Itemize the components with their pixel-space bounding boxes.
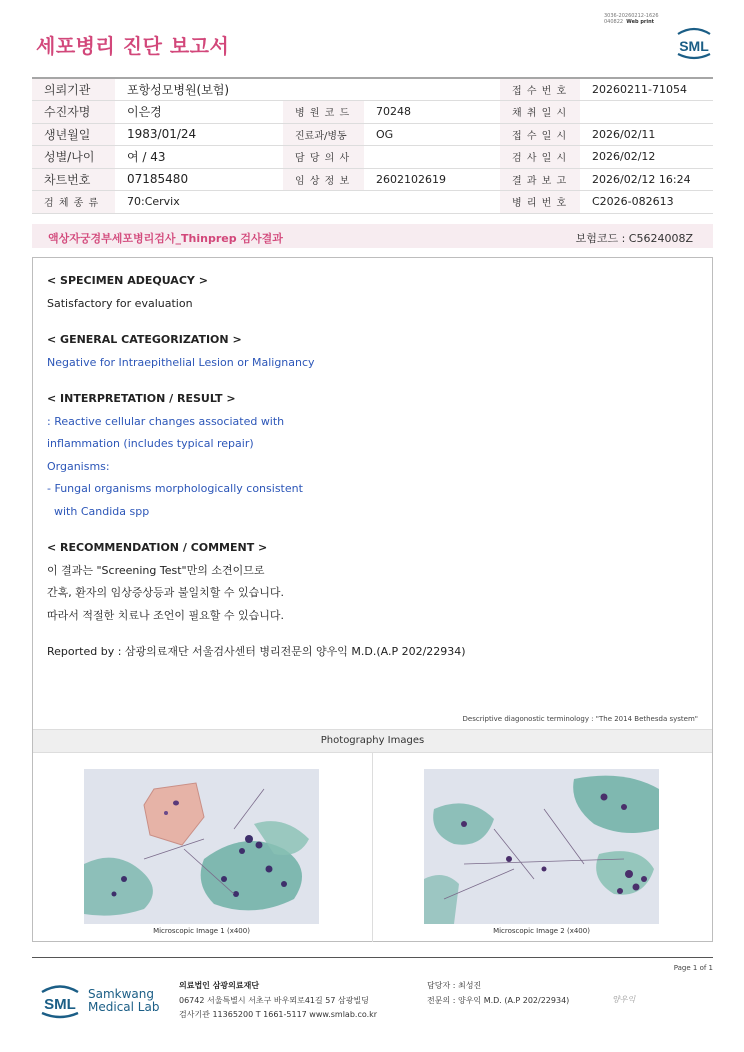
document-id: 3036-20260212-1626	[604, 13, 659, 19]
page-number: Page 1 of 1	[673, 964, 713, 972]
empty-cell	[364, 78, 500, 101]
value-department: OG	[364, 123, 500, 146]
insurance-code: 보험코드 : C5624008Z	[575, 232, 693, 245]
info-row	[32, 191, 713, 214]
value-specimen-type: 70:Cervix	[115, 191, 283, 214]
value-hospital-code: 70248	[364, 101, 500, 124]
photography-header: Photography Images	[33, 729, 712, 753]
svg-text:SML: SML	[679, 38, 709, 54]
interpretation-line: inflammation (includes typical repair)	[47, 437, 254, 450]
label-department: 진료과/병동	[283, 123, 364, 146]
patient-info-table	[32, 77, 713, 214]
label-birth-date: 생년월일	[32, 123, 115, 146]
document-code: 040822	[604, 19, 624, 25]
footer-responsible	[427, 979, 569, 1008]
microscopic-image-2	[424, 769, 659, 924]
label-pathology-number: 병 리 번 호	[500, 191, 580, 214]
microscopic-image-1	[84, 769, 319, 924]
organization-address: 06742 서울특별시 서초구 바우뫼로41길 57 삼광빌딩	[179, 995, 369, 1005]
recommendation-heading: < RECOMMENDATION / COMMENT >	[47, 541, 268, 554]
brand-line-2: Medical Lab	[88, 1000, 160, 1014]
general-categorization-value: Negative for Intraepithelial Lesion or Malignancy	[47, 355, 315, 369]
label-doctor: 담 당 의 사	[283, 146, 364, 169]
reported-by: Reported by : 삼광의료재단 서울검사센터 병리전문의 양우익 M.D.(A.P 202/22934)	[47, 645, 466, 658]
interpretation-line: with Candida spp	[47, 504, 150, 518]
info-row	[32, 168, 713, 191]
brand-line-1: Samkwang	[88, 987, 154, 1001]
brand-name	[88, 988, 159, 1014]
label-patient-name: 수진자명	[32, 101, 115, 124]
caption-image-1: Microscopic Image 1 (x400)	[153, 927, 250, 935]
value-clinical-info: 2602102619	[364, 168, 500, 191]
recommendation-line: 이 결과는 "Screening Test"만의 소견이므로	[47, 563, 265, 577]
document-meta	[604, 13, 659, 25]
label-hospital-code: 병 원 코 드	[283, 101, 364, 124]
footer-organization	[179, 979, 377, 1023]
label-accession-number: 접 수 번 호	[500, 78, 580, 101]
value-sex-age: 여 / 43	[115, 146, 283, 169]
value-doctor	[364, 146, 500, 169]
caption-image-2: Microscopic Image 2 (x400)	[493, 927, 590, 935]
empty-cell	[283, 78, 364, 101]
sml-logo-icon	[672, 26, 716, 60]
staff-in-charge: 담당자 : 최성진	[427, 981, 482, 990]
organization-contact: 검사기관 11365200 T 1661-5117 www.smlab.co.kr	[179, 1010, 378, 1019]
value-chart-number: 07185480	[115, 168, 283, 191]
value-accession-number: 20260211-71054	[580, 78, 713, 101]
value-patient-name: 이은경	[115, 101, 283, 124]
general-categorization-heading: < GENERAL CATEGORIZATION >	[47, 333, 242, 346]
value-result-report: 2026/02/12 16:24	[580, 168, 713, 191]
specimen-adequacy-heading: < SPECIMEN ADEQUACY >	[47, 274, 208, 287]
specimen-adequacy-value: Satisfactory for evaluation	[47, 296, 193, 310]
organization-name: 의료법인 삼광의료재단	[179, 981, 260, 990]
samkwang-logo-icon	[36, 983, 84, 1019]
label-sex-age: 성별/나이	[32, 146, 115, 169]
label-clinical-info: 임 상 정 보	[283, 168, 364, 191]
label-requesting-institution: 의뢰기관	[32, 78, 115, 101]
test-header-bar	[32, 224, 713, 248]
recommendation-line: 간혹, 환자의 임상증상등과 불일치할 수 있습니다.	[47, 586, 284, 599]
info-row	[32, 101, 713, 124]
test-name: 액상자궁경부세포병리검사_Thinprep 검사결과	[48, 232, 283, 245]
footer-divider	[32, 957, 713, 958]
result-text	[47, 270, 466, 664]
interpretation-line: Organisms:	[47, 459, 110, 473]
label-test-date: 검 사 일 시	[500, 146, 580, 169]
value-birth-date: 1983/01/24	[115, 123, 283, 146]
label-collection-date: 채 취 일 시	[500, 101, 580, 124]
interpretation-line: : Reactive cellular changes associated with	[47, 414, 285, 428]
info-row	[32, 146, 713, 169]
empty-cell	[283, 191, 364, 214]
empty-cell	[364, 191, 500, 214]
value-test-date: 2026/02/12	[580, 146, 713, 169]
value-requesting-institution: 포항성모병원(보험)	[115, 78, 283, 101]
specialist: 전문의 : 양우익 M.D. (A.P 202/22934)	[427, 995, 570, 1005]
value-receipt-date: 2026/02/11	[580, 123, 713, 146]
web-print-label: Web print	[626, 19, 655, 25]
label-chart-number: 차트번호	[32, 168, 115, 191]
page-title: 세포병리 진단 보고서	[36, 34, 230, 58]
photo-divider	[372, 753, 373, 942]
signature: 양우익	[612, 995, 636, 1004]
label-receipt-date: 접 수 일 시	[500, 123, 580, 146]
label-specimen-type: 검 체 종 류	[32, 191, 115, 214]
result-panel	[32, 257, 713, 942]
interpretation-line: - Fungal organisms morphologically consistent	[47, 482, 303, 495]
value-collection-date	[580, 101, 713, 124]
recommendation-line: 따라서 적절한 치료나 조언이 필요할 수 있습니다.	[47, 608, 284, 622]
svg-text:SML: SML	[44, 996, 76, 1013]
info-row	[32, 123, 713, 146]
info-row	[32, 78, 713, 101]
interpretation-heading: < INTERPRETATION / RESULT >	[47, 392, 236, 405]
terminology-note: Descriptive diagonostic terminology : "The 2014 Bethesda system"	[462, 715, 698, 723]
label-result-report: 결 과 보 고	[500, 168, 580, 191]
value-pathology-number: C2026-082613	[580, 191, 713, 214]
